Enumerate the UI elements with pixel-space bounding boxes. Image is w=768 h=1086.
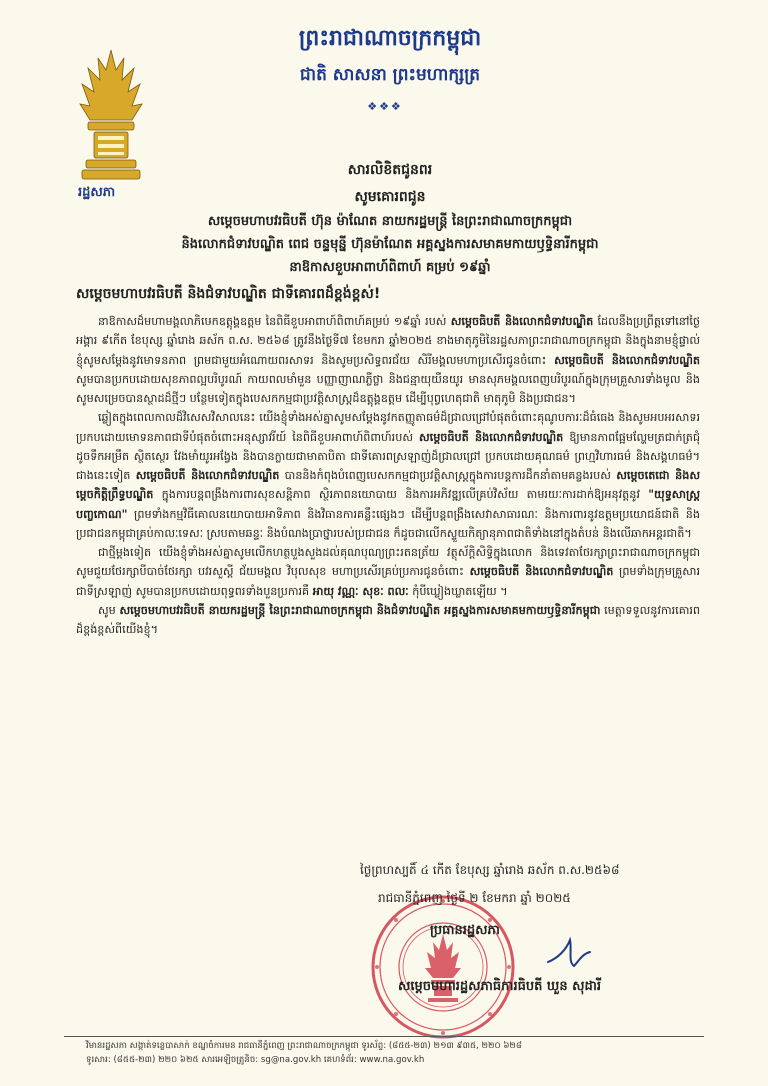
p2-bold-4: "យុទ្ធសាស្ត្របញ្ចកោណ" [76, 488, 700, 521]
paragraph-3 [76, 543, 700, 601]
header-ornament: ❖❖❖ [367, 100, 403, 113]
p2-text-2: ឱ្យមានភាពផ្អែមល្ហែមត្រជាក់ត្រជុំដូចទឹកអម្រឹត ស្ថិតស្ថេរ វែងមាំយូរអង្វែង និងបានក្លាយជាមាតាបិតា ជាទីគោរពស្រឡាញ់ដ៏ជ្រាលជ្រៅ ប្រកបដោយគុណធម៌ ព្រហ្មវិហារធម៌ និងសង្គហធម៌។ ជាងនេះទៀត [76, 430, 701, 483]
letter-titles [110, 160, 670, 283]
p2-bold-2: សម្តេចធិបតី និងលោកជំទាវបណ្ឌិត [135, 469, 280, 483]
p2-text-5: ព្រមទាំងកម្មវិធីគោលនយោបាយអាទិភាព និងវិធានការគន្លឹះផ្សេងៗ ដើម្បីបន្តពង្រឹងសេវាសាធារណៈ និងការពារនូវឧត្តមប្រយោជន៍ជាតិ និងប្រជាជនកម្ពុជាគ្រប់កាលៈទេសៈ ស្របតាមឆន្ទៈ និងបំណងប្រាថ្នារបស់ប្រជាជន ក៏ដូចជាលើកស្ទួយកិត្យានុភាពជាតិទាំងនៅក្នុងតំបន់ និងលើឆាកអន្តរជាតិ។ [76, 507, 700, 540]
official-seal-icon [368, 892, 518, 1042]
p2-bold: សម្តេចធិបតី និងលោកជំទាវបណ្ឌិត [419, 430, 564, 444]
p2-text: ឆ្លៀតក្នុងពេលកាលដ៏វិសេសវិសាលនេះ យើងខ្ញុំទាំងអស់គ្នាសូមសម្ដែងនូវកតញ្ញូតាធម៌ដ៏ជ្រាលជ្រៅបំផុតចំពោះគុណូបការៈដ៏ធំធេង និងសូមអបអរសាទរប្រកបដោយមោទនភាពជាទីបំផុតចំពោះអនុស្សាវរីយ៍ នៃពិធីខួបអាពាហ៍ពិពាហ៍របស់ [76, 411, 700, 444]
signatory-name: សម្តេចមហារដ្ឋសភាធិការធិបតី ឃួន សុដារី [398, 979, 601, 994]
p2-text-4: ក្នុងការបន្តពង្រឹងការពារសុខសន្តិភាព ស្ថិរភាពនយោបាយ និងការអភិវឌ្ឍលើគ្រប់វិស័យ តាមរយៈការដាក់ឱ្យអនុវត្តនូវ [153, 488, 649, 502]
p4-bold: សម្តេចមហាបវរធិបតី នាយករដ្ឋមន្ត្រី នៃព្រះរាជាណាចក្រកម្ពុជា និងជំទាវបណ្ឌិត អគ្គស្នងការសមាគមកាយឫទ្ធិនារីកម្ពុជា [119, 603, 601, 617]
letter-title: សារលិខិតជូនពរ [347, 162, 433, 178]
motto-header: ជាតិ សាសនា ព្រះមហាក្សត្រ [299, 65, 481, 85]
occasion-line: នាឱកាសខួបអាពាហ៍ពិពាហ៍ គម្រប់ ១៩ឆ្នាំ [289, 259, 491, 275]
footer-contacts: ទូរសារ: (៨៥៥-២៣) ២២០ ៦២៥ សារអេឡិចត្រូនិច: sg@na.gov.kh គេហទំព័រ: www.na.gov.kh [86, 1054, 425, 1065]
footer-contact [86, 1040, 696, 1068]
paragraph-2 [76, 408, 700, 543]
footer-divider [64, 1036, 704, 1037]
p1-text: នាឱកាសដ៏មហាមង្គលាភិឞេកឧត្តុង្គឧត្តម នៃពិធីខួបអាពាហ៍ពិពាហ៍គម្រប់ ១៩ឆ្នាំ របស់ [98, 315, 451, 328]
p3-text: ជាថ្មីម្ដងទៀត យើងខ្ញុំទាំងអស់គ្នាសូមលើកហត្ថបួងសួងដល់គុណបុណ្យព្រះរតនត្រ័យ វត្ថុស័ក្តិសិទ្ធិក្នុងលោក និងទេវតាថែរក្សាព្រះរាជាណាចក្រកម្ពុជា សូមជួយថែរក្សាបីបាច់ថែរក្សា បវរសួស្តី ជ័យមង្គល វិបុលសុខ មហាប្រសើរគ្រប់ប្រការជូនចំពោះ [76, 546, 700, 579]
paragraph-1 [76, 312, 700, 408]
addressee-line-2: និងលោកជំទាវបណ្ឌិត ពេជ ចន្ទមុន្នី ហ៊ុនម៉ាណែត អគ្គស្នងការសមាគមកាយឫទ្ធិនារីកម្ពុជា [181, 236, 599, 252]
p1-text-3: សូមបានប្រកបដោយសុខភាពល្អបរិបូរណ៍ កាយពលមាំមួន បញ្ញាញាណភ្លឺថ្លា និងជន្មាយុយឺនយូរ មានសុភមង្គលពេញបរិបូរណ៍ក្នុងក្រុមគ្រួសារទាំងមូល និងសូមសម្រេចបានស្ថាដដ៏ថ្មីៗ បន្ថែមទៀតក្នុងបេសកកម្មជាប្រវត្តិសាស្ត្រដ៏ឧត្តុង្គឧត្តម ដើម្បីបុព្វហេតុជាតិ មាតុភូមិ និងប្រជាជន។ [76, 372, 700, 406]
p3-bold: សម្តេចធិបតី និងលោកជំទាវបណ្ឌិត [469, 565, 614, 579]
paragraph-4 [76, 601, 700, 640]
p2-bold-3: សម្តេចតេជោ និងសម្តេចកិត្តិព្រឹទ្ធបណ្ឌិត [76, 469, 701, 502]
p4-text: សូម [98, 603, 120, 617]
signatory-office: ប្រធានរដ្ឋសភា [430, 923, 500, 938]
salutation: សម្តេចមហាបវរធិបតី និងជំទាវបណ្ឌិត ជាទីគោរពដ៏ខ្ពង់ខ្ពស់! [76, 286, 381, 302]
p3-text-3: កុំបីឃ្លៀងឃ្លាតឡើយ ។ [408, 584, 508, 598]
p3-bold-2: អាយុ វណ្ណៈ សុខៈ ពលៈ [312, 584, 409, 598]
addressee-intro: សូមគោរពជូន [354, 189, 426, 205]
date-solar: រាជធានីភ្នំពេញ ថ្ងៃទី ២ ខែមករា ឆ្នាំ ២០២៥ [378, 891, 571, 905]
p1-bold-2: សម្តេចធិបតី និងលោកជំទាវបណ្ឌិត [554, 353, 700, 367]
footer-address: វិមានរដ្ឋសភា សង្កាត់ទន្លេបាសាក់ ខណ្ឌចំការមន រាជធានីភ្នំពេញ ព្រះរាជាណាចក្រកម្ពុជា ទូរស័ព្ទ: (៨៥៥-២៣) ២១៣ ៩៣៥, ២២០ ៦២៨ [86, 1041, 523, 1051]
organization-name: រដ្ឋសភា [78, 185, 116, 200]
handwritten-signature-icon [540, 932, 600, 972]
date-lunar: ថ្ងៃព្រហស្បតិ៍ ៤ កើត ខែបុស្ស ឆ្នាំរោង ឆស័ក ព.ស.២៥៦៨ [360, 863, 620, 877]
p4-text-2: មេត្តាទទួលនូវការគោរពដ៏ខ្ពង់ខ្ពស់ពីយើងខ្ញុំ។ [76, 603, 700, 637]
addressee-line-1: សម្ដេចមហាបវរធិបតី ហ៊ុន ម៉ាណែត នាយករដ្ឋមន្ត្រី នៃព្រះរាជាណាចក្រកម្ពុជា [207, 214, 573, 229]
kingdom-header: ព្រះរាជាណាចក្រកម្ពុជា [298, 26, 482, 51]
letter-body [76, 312, 700, 640]
p3-text-2: ព្រមទាំងក្រុមគ្រួសារជាទីស្រឡាញ់ សូមបានប្រកបដោយពុទ្ធពរទាំងបួនប្រការគឺ [76, 565, 701, 598]
p1-bold: សម្តេចធិបតី និងលោកជំទាវបណ្ឌិត [450, 315, 594, 328]
p1-text-2: ដែលនឹងប្រព្រឹត្តទៅនៅថ្ងៃអង្គារ ៩កើត ខែបុស្ស ឆ្នាំរោង ឆស័ក ព.ស. ២៥៦៨ ត្រូវនឹងថ្ងៃទី៧ ខែមករា ឆ្នាំ២០២៥ ខាងមាតុភូមិនៃរដ្ឋសភាព្រះរាជាណាចក្រកម្ពុជា និងក្នុងនាមខ្ញុំផ្ទាល់ ខ្ញុំសូមសម្ដែងនូវមោទនភាព ព្រមជាមួយអំណោយពរសាទរ និងសូមប្រសិទ្ធពរជ័យ សិរីមង្គលមហាប្រសើរជូនចំពោះ [76, 315, 700, 367]
p2-text-3: បាននិងកំពុងបំពេញបេសកកម្មជាប្រវត្តិសាស្ត្រក្នុងការបន្តការដឹកនាំតាមគន្លងរបស់ [279, 469, 617, 483]
